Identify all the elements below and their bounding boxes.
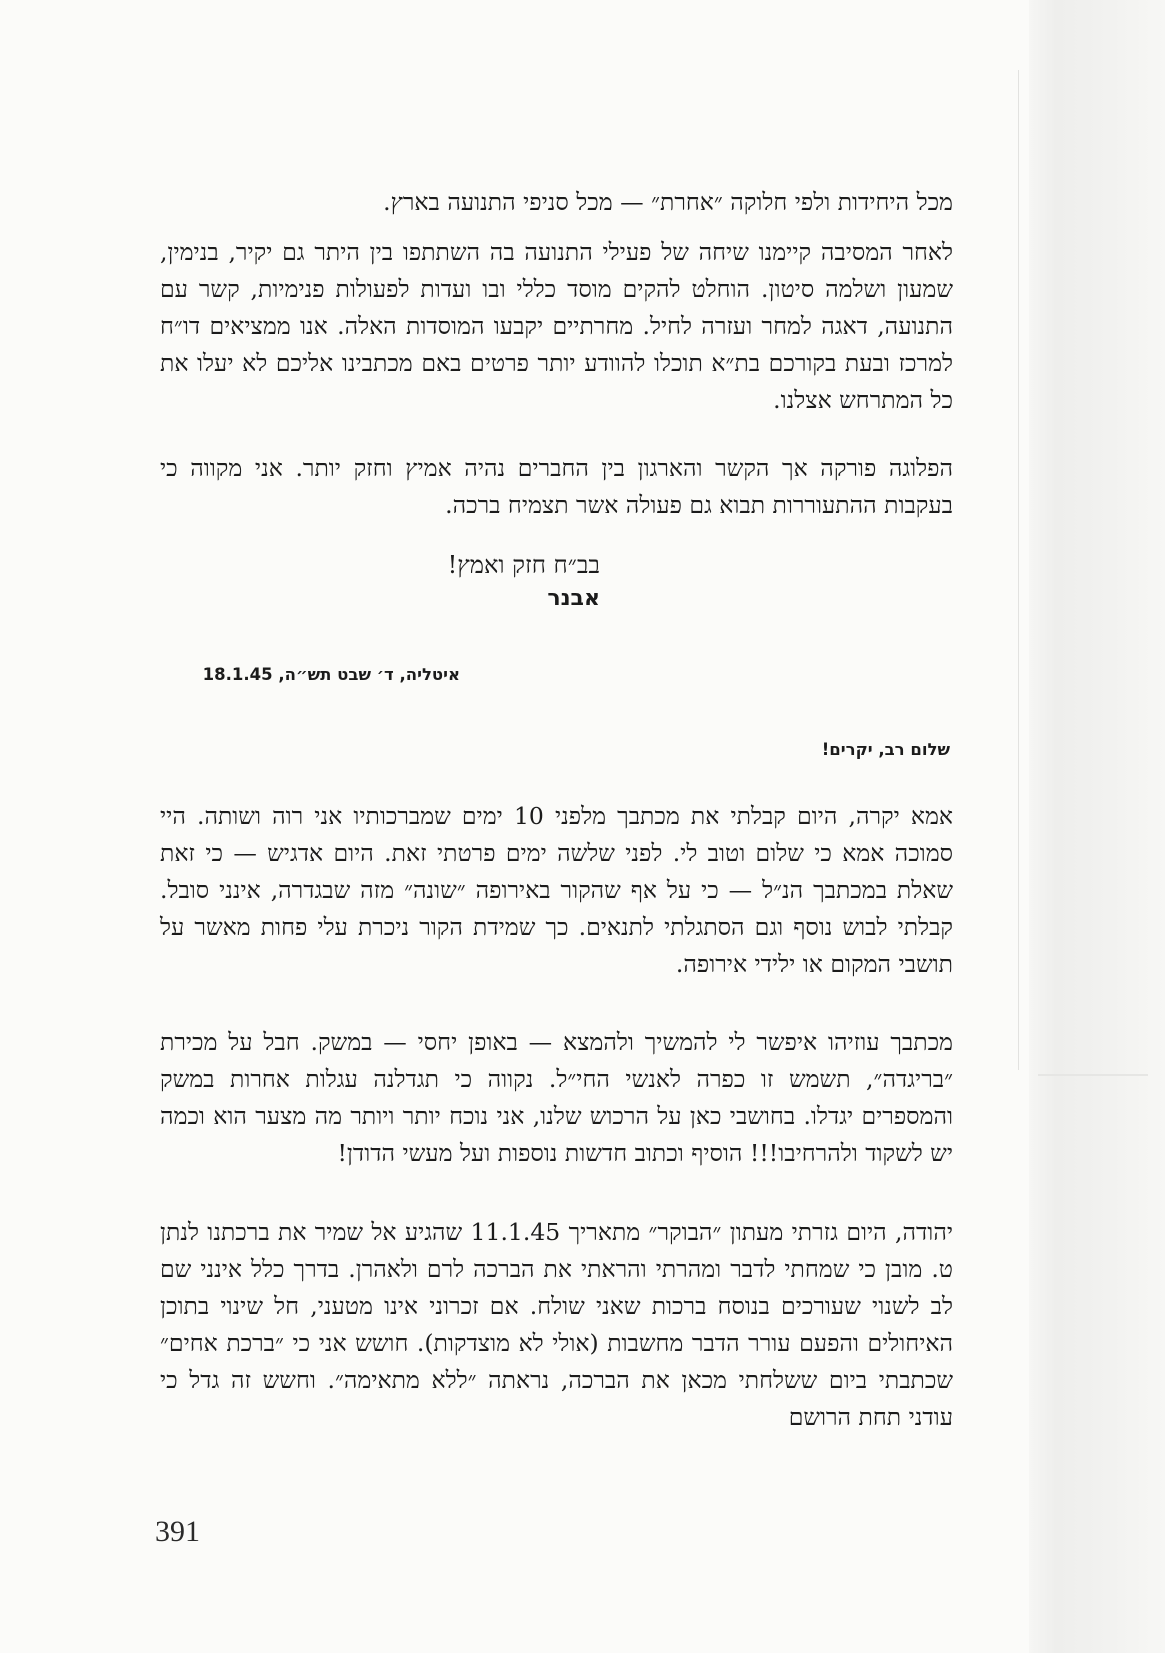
- page-gutter: [1029, 0, 1165, 1653]
- closing-greeting: בב״ח חזק ואמץ!: [447, 551, 600, 579]
- letter-dateline: איטליה, ד׳ שבט תש״ה, 18.1.45: [202, 665, 460, 684]
- paragraph-5: [160, 1024, 953, 1172]
- paragraph-text: יהודה, היום גזרתי מעתון ״הבוקר״ מתאריך 11.1.45 שהגיע אל שמיר את ברכתנו לנתן ט. מובן כי שמחתי לדבר ומהרתי והראתי את הברכה לרם ולאהרן. בדרך כלל אינני שם לב לשנוי שעורכים בנוסח ברכות שאני שולח. אם זכרוני אינו מטעני, חל שינוי בתוכן האיחולים והפעם עורר הדבר מחשבות (אולי לא מוצדקות). חושש אני כי ״ברכת אחים״ שכתבתי ביום ששלחתי מכאן את הברכה, נראתה ״ללא מתאימה״. וחשש זה גדל כי עודני תחת הרושם: [160, 1218, 954, 1431]
- paragraph-3: [160, 450, 953, 524]
- paragraph-6: [160, 1214, 953, 1436]
- binding-shadow-line: [1018, 70, 1019, 1070]
- paragraph-1: [168, 184, 953, 221]
- fold-mark: [1038, 1074, 1148, 1076]
- paragraph-4: [160, 798, 953, 983]
- signature: אבנר: [547, 586, 600, 611]
- paragraph-text: מכל היחידות ולפי חלוקה ״אחרת״ — מכל סניפי התנועה בארץ.: [383, 188, 953, 216]
- letter-salutation: שלום רב, יקרים!: [821, 740, 950, 759]
- page-number: 391: [155, 1515, 200, 1548]
- paragraph-2: [160, 234, 953, 419]
- paragraph-text: לאחר המסיבה קיימנו שיחה של פעילי התנועה בה השתתפו בין היתר גם יקיר, בנימין, שמעון ושלמה סיטון. הוחלט להקים מוסד כללי ובו ועדות לפעולות פנימיות, קשר עם התנועה, דאגה למחר ועזרה לחיל. מחרתיים יקבעו המוסדות האלה. אנו ממציאים דו״ח למרכז ובעת בקורכם בת״א תוכלו להוודע יותר פרטים באם מכתבינו אליכם לא יעלו את כל המתרחש אצלנו.: [160, 238, 953, 414]
- paragraph-text: מכתבך עוזיהו איפשר לי להמשיך ולהמצא — באופן יחסי — במשק. חבל על מכירת ״בריגדה״, תשמש זו כפרה לאנשי החי״ל. נקווה כי תגדלנה עגלות אחרות במשק והמספרים יגדלו. בחושבי כאן על הרכוש שלנו, אני נוכח יותר ויותר מה מצער הוא וכמה יש לשקוד ולהרחיבו!!! הוסיף וכתוב חדשות נוספות ועל מעשי הדודן!: [160, 1028, 953, 1167]
- paragraph-text: הפלוגה פורקה אך הקשר והארגון בין החברים נהיה אמיץ וחזק יותר. אני מקווה כי בעקבות ההתעוררות תבוא גם פעולה אשר תצמיח ברכה.: [160, 454, 953, 519]
- paragraph-text: אמא יקרה, היום קבלתי את מכתבך מלפני 10 ימים שמברכותיו אני רוה ושותה. היי סמוכה אמא כי שלום וטוב לי. לפני שלשה ימים פרטתי זאת. היום אדגיש — כי זאת שאלת במכתבך הנ״ל — כי על אף שהקור באירופה ״שונה״ מזה שבגדרה, אינני סובל. קבלתי לבוש נוסף וגם הסתגלתי לתנאים. כך שמידת הקור ניכרת עלי פחות מאשר על תושבי המקום או ילידי אירופה.: [160, 802, 954, 978]
